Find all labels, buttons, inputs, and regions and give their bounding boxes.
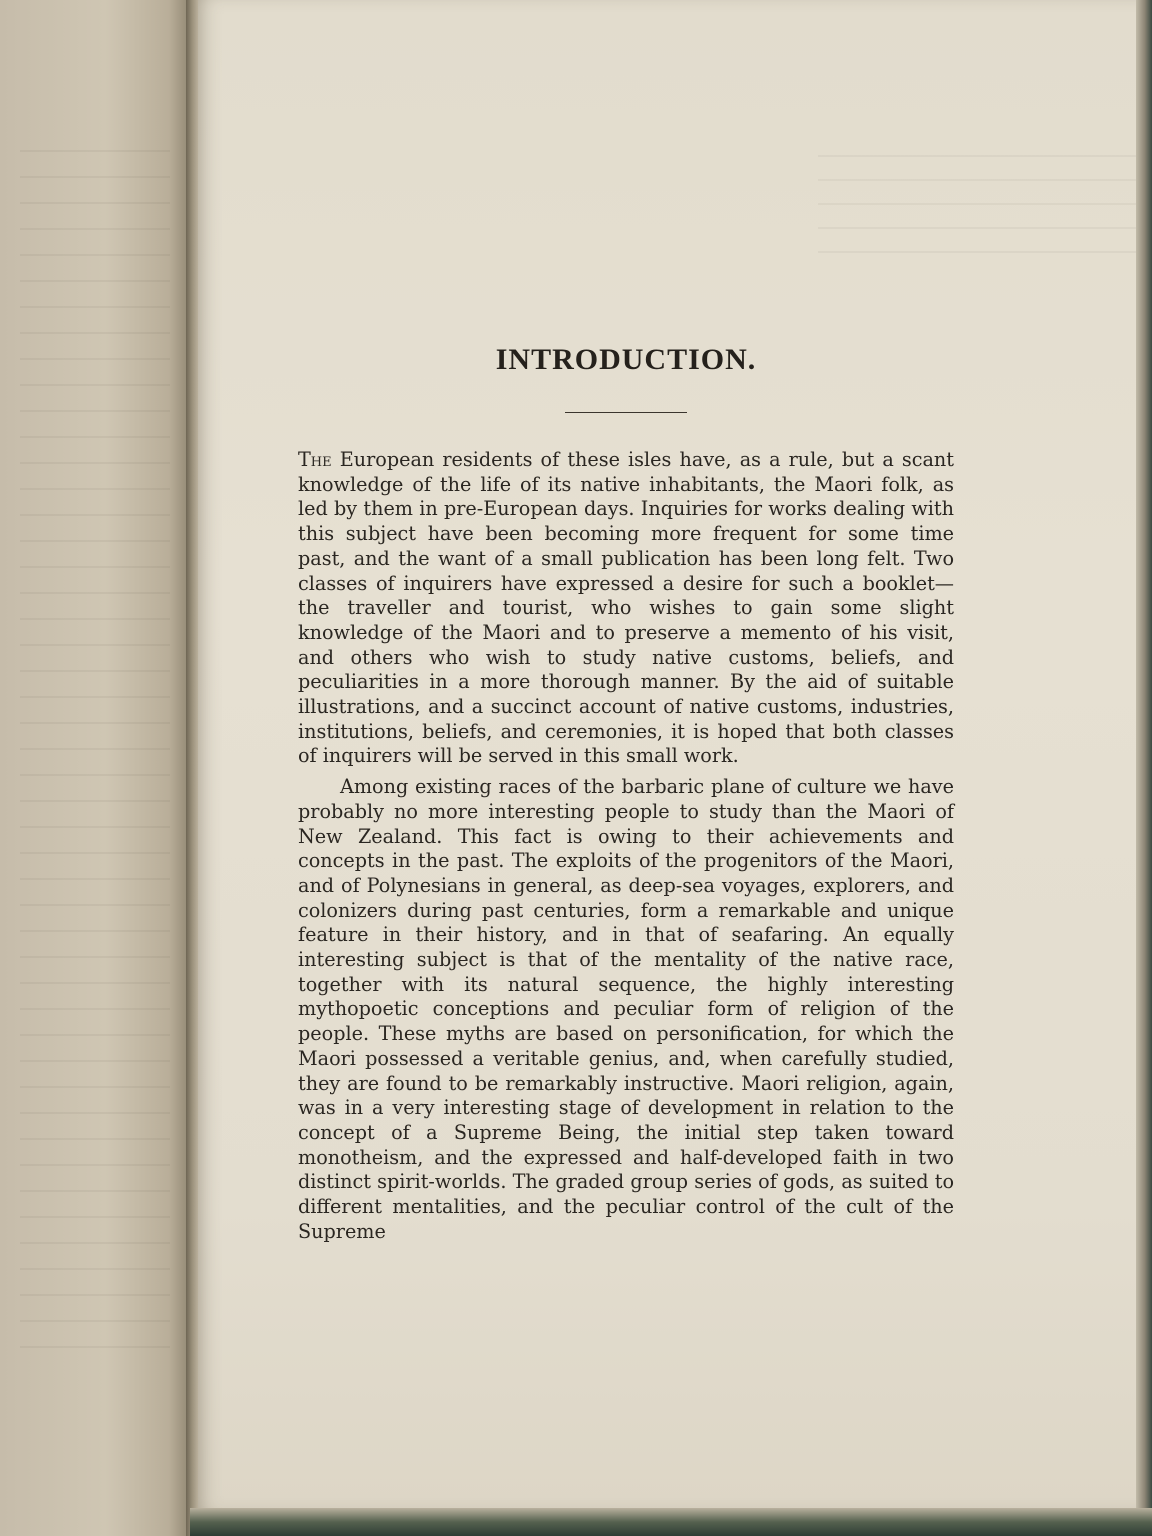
paragraph-2: Among existing races of the barbaric plane of culture we have probably no more interesting people to study than the Maori of New Zealand. This fact is owing to their achievements and concepts in the past. The exploits of the progenitors of the Maori, and of Polynesians in general, as deep-sea voyages, explorers, and colonizers during past centuries, form a remarkable and unique feature in their history, and in that of seafaring. An equally interesting subject is that of the mentality of the native race, together with its natural sequence, the highly interesting mythopoetic conceptions and peculiar form of religion of the people. These myths are based on personification, for which the Maori possessed a veritable genius, and, when carefully studied, they are found to be remarkably instructive. Maori religion, again, was in a very interesting stage of development in relation to the concept of a Supreme Being, the initial step taken toward monotheism, and the expressed and half-developed faith in two distinct spirit-worlds. The graded group series of gods, as suited to different mentalities, and the peculiar control of the cult of the Supreme (298, 775, 954, 1243)
page-fore-edge (1136, 0, 1152, 1536)
book-cover-edge (190, 1508, 1152, 1536)
reverse-side-show-through (818, 155, 1152, 265)
page-title: INTRODUCTION. (495, 343, 757, 376)
paragraph-1-lead-word: The (298, 448, 332, 471)
paragraph-1 (298, 448, 954, 769)
page-text-block (298, 336, 954, 1245)
left-page-show-through (20, 150, 170, 1350)
paragraph-1-text: European residents of these isles have, as a rule, but a scant knowledge of the life of its native inhabitants, the Maori folk, as led by them in pre-European days. Inquiries for works dealing with this subject have been becoming more frequent for some time past, and the want of a small publication has been long felt. Two classes of inquirers have expressed a desire for such a booklet—the traveller and tourist, who wishes to gain some slight knowledge of the Maori and to preserve a memento of his visit, and others who wish to study native customs, beliefs, and peculiarities in a more thorough manner. By the aid of suitable illustrations, and a succinct account of native customs, industries, institutions, beliefs, and ceremonies, it is hoped that both classes of inquirers will be served in this small work. (298, 448, 954, 768)
left-page (0, 0, 192, 1536)
title-divider (565, 412, 687, 413)
